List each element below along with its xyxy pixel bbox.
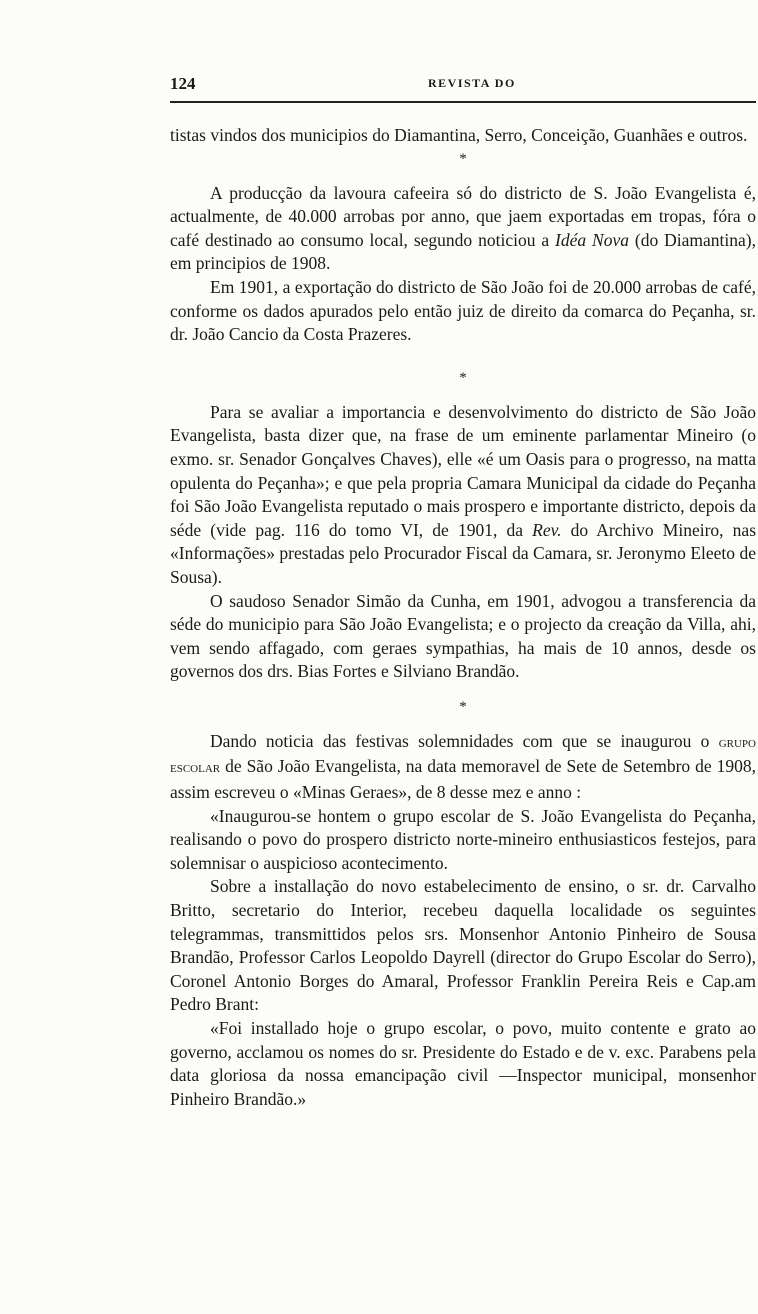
page-number: 124	[170, 74, 196, 93]
italic-title: Idéa Nova	[555, 229, 629, 250]
small-caps-term: grupo escolar	[170, 734, 756, 777]
page-header	[170, 74, 758, 98]
italic-abbrev: Rev.	[532, 519, 562, 540]
paragraph-9: «Foi installado hoje o grupo escolar, o povo, muito contente e grato ao governo, acclamou os nomes do sr. Presidente do Estado e de v. exc. Parabens pela data gloriosa da nossa emancipação civil —Inspector municipal, monsenhor Pinheiro Brandão.»	[170, 1018, 756, 1109]
paragraph-7: «Inaugurou-se hontem o grupo escolar de S. João Evangelista do Peçanha, realisando o povo do prospero districto norte-mineiro enthusiasticos festejos, para solemnisar o auspicioso acontecimento.	[170, 805, 756, 873]
paragraph-3: Em 1901, a exportação do districto de São João foi de 20.000 arrobas de café, conforme os dados apurados pelo então juiz de direito da comarca do Peçanha, sr. dr. João Cancio da Costa Prazeres.	[170, 276, 756, 345]
paragraph-1: tistas vindos dos municipios do Diamantina, Serro, Conceição, Guanhães e outros.	[170, 125, 748, 145]
header-rule	[170, 101, 756, 103]
section-separator: *	[459, 369, 467, 386]
paragraph-5: O saudoso Senador Simão da Cunha, em 1901, advogou a transferencia da séde do municipio para São João Evangelista; e o projecto da creação da Villa, ahi, vem sendo affagado, com geraes sympathias, ha mais de 10 annos, desde os governos dos drs. Bias Fortes e Silviano Brandão.	[170, 590, 756, 682]
paragraph-8: Sobre a installação do novo estabelecimento de ensino, o sr. dr. Carvalho Britto, secretario do Interior, recebeu daquella localidade os seguintes telegrammas, transmittidos pelos srs. Monsenhor Antonio Pinheiro de Sousa Brandão, Professor Carlos Leopoldo Dayrell (director do Grupo Escolar do Serro), Coronel Antonio Borges do Amaral, Professor Franklin Pereira Reis e Cap.am Pedro Brant:	[170, 876, 756, 1015]
running-title: REVISTA DO	[428, 76, 516, 90]
paragraph-4: Para se avaliar a importancia e desenvolvimento do districto de São João Evangelista, basta dizer que, na frase de um eminente parlamentar Mineiro (o exmo. sr. Senador Gonçalves Chaves), elle «é um Oasis para o progresso, na matta opulenta do Peçanha»; e que pela propria Camara Municipal da cidade do Peçanha foi São João Evangelista reputado o mais prospero e importante districto, depois da séde (vide pag. 116 do tomo VI, de 1901, da Rev. do Archivo Mineiro, nas «Informações» prestadas pelo Procurador Fiscal da Camara, sr. Jeronymo Eleeto de Sousa).	[170, 401, 757, 587]
paragraph-2: A producção da lavoura cafeeira só do districto de S. João Evangelista é, actualmente, de 40.000 arrobas por anno, que jaem exportadas em tropas, fóra o café destinado ao consumo local, segundo noticiou a Idéa Nova (do Diamantina), em principios de 1908.	[170, 182, 756, 274]
section-separator: *	[459, 698, 467, 715]
body-text	[170, 124, 756, 1111]
paragraph-6: Dando noticia das festivas solemnidades com que se inaugurou o grupo escolar de São João Evangelista, na data memoravel de Sete de Setembro de 1908, assim escreveu o «Minas Geraes», de 8 desse mez e anno :	[170, 730, 756, 803]
section-separator: *	[459, 150, 467, 167]
